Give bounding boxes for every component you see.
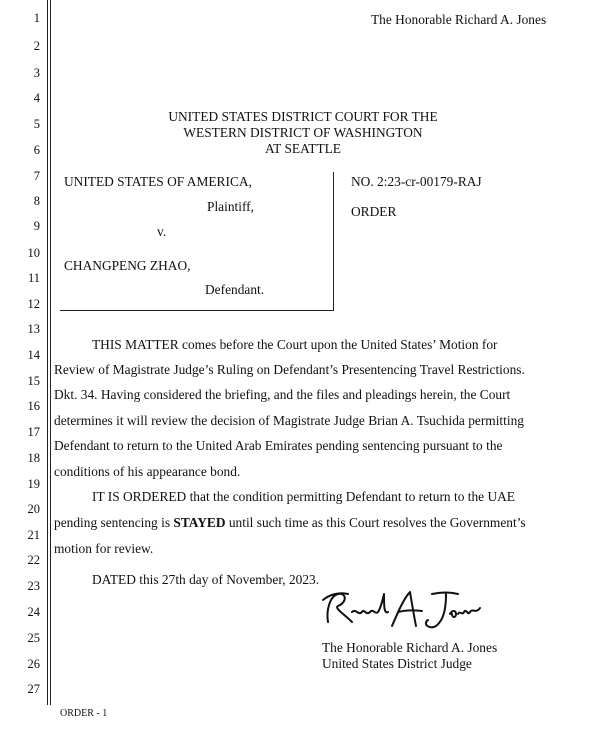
document-type: ORDER: [351, 204, 397, 219]
margin-rule: [50, 0, 51, 705]
dated-line: DATED this 27th day of November, 2023.: [92, 572, 320, 587]
line-number: 1: [33, 11, 40, 25]
signer-name: The Honorable Richard A. Jones: [322, 640, 498, 655]
line-number: 25: [27, 631, 40, 645]
line-number: 10: [27, 246, 40, 260]
body-line: conditions of his appearance bond.: [54, 464, 241, 479]
body-line: Dkt. 34. Having considered the briefing, and the files and pleadings herein, the Court: [54, 387, 511, 402]
line-number: 23: [27, 579, 40, 593]
body-line: IT IS ORDERED that the condition permitting Defendant to return to the UAE: [92, 489, 515, 504]
court-district-line: WESTERN DISTRICT OF WASHINGTON: [183, 125, 423, 140]
body-line: determines it will review the decision of Magistrate Judge Brian A. Tsuchida permitting: [54, 413, 524, 428]
caption-divider: [333, 172, 334, 311]
line-number: 5: [33, 117, 40, 131]
body-line: [54, 515, 526, 531]
body-line: Review of Magistrate Judge’s Ruling on Defendant’s Presentencing Travel Restrictions.: [54, 362, 525, 377]
line-number: 21: [27, 528, 40, 542]
line-number: 8: [33, 194, 40, 208]
caption-divider: [60, 310, 334, 311]
line-number: 14: [27, 348, 40, 362]
line-number: 19: [27, 477, 40, 491]
line-number: 9: [33, 219, 40, 233]
versus: v.: [157, 224, 167, 239]
line-number: 20: [27, 502, 40, 516]
court-location-line: AT SEATTLE: [264, 141, 341, 156]
line-number: 16: [27, 399, 40, 413]
plaintiff-name: UNITED STATES OF AMERICA,: [64, 174, 252, 189]
body-text: until such time as this Court resolves the Government’s: [225, 515, 526, 530]
line-number: 4: [33, 91, 40, 105]
defendant-role: Defendant.: [205, 282, 265, 297]
line-number: 26: [27, 657, 40, 671]
line-number: 15: [27, 374, 40, 388]
body-line: THIS MATTER comes before the Court upon the United States’ Motion for: [92, 337, 498, 352]
judge-header: The Honorable Richard A. Jones: [371, 12, 547, 27]
line-number: 27: [27, 682, 40, 696]
margin-rule: [47, 0, 48, 705]
stayed-emphasis: STAYED: [173, 515, 226, 530]
line-number: 22: [27, 553, 40, 567]
line-number: 24: [27, 605, 40, 619]
line-number: 18: [27, 451, 40, 465]
line-number: 17: [27, 425, 40, 439]
line-number: 6: [33, 143, 40, 157]
judge-signature: [318, 586, 488, 632]
line-number: 2: [33, 39, 40, 53]
line-number: 12: [27, 297, 40, 311]
body-line: motion for review.: [54, 541, 154, 556]
line-number: 3: [33, 66, 40, 80]
line-number: 13: [27, 322, 40, 336]
case-number: NO. 2:23-cr-00179-RAJ: [351, 174, 482, 189]
court-name-line: UNITED STATES DISTRICT COURT FOR THE: [168, 109, 438, 124]
body-text: pending sentencing is: [54, 515, 174, 530]
defendant-name: CHANGPENG ZHAO,: [64, 258, 191, 273]
plaintiff-role: Plaintiff,: [207, 199, 254, 214]
signer-title: United States District Judge: [322, 656, 472, 671]
body-line: Defendant to return to the United Arab Emirates pending sentencing pursuant to the: [54, 438, 503, 453]
line-number: 11: [27, 271, 40, 285]
page-footer: ORDER - 1: [60, 708, 108, 719]
line-number: 7: [33, 169, 40, 183]
